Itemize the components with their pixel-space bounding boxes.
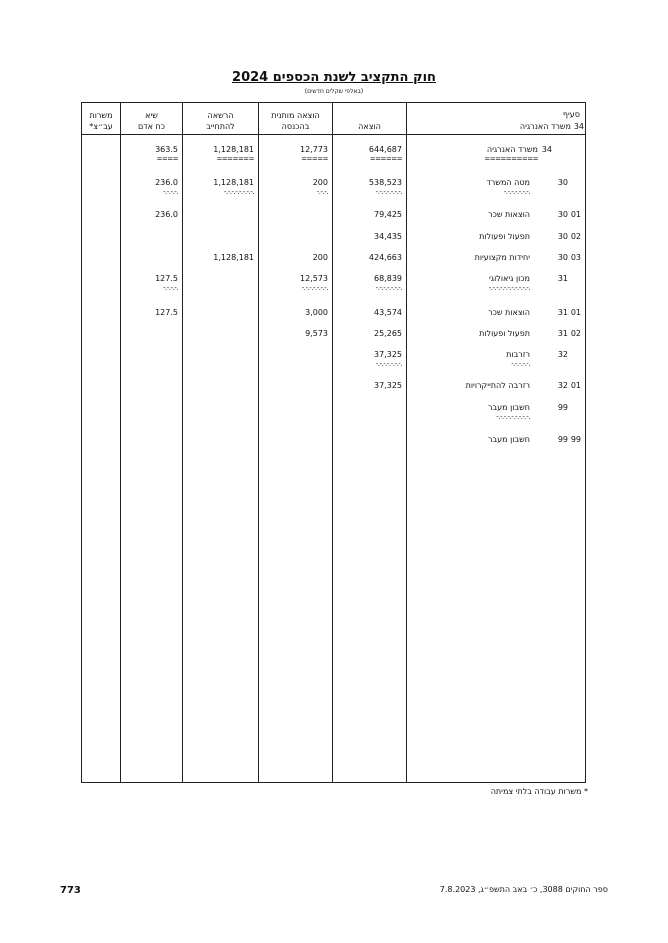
row-name: תפעול ופעולות [479, 232, 530, 241]
row-expense: 68,839 [374, 274, 402, 283]
row-manpower: 127.5 [155, 274, 178, 283]
row-name-underline: ========== [484, 155, 538, 163]
row-name: יחידות מקצועיות [474, 253, 530, 262]
row-expense: 37,325 [374, 381, 402, 390]
row-manpower-underline: -.-.-.-. [162, 284, 178, 292]
column-divider [332, 102, 333, 783]
column-divider [406, 102, 407, 783]
row-expense: 25,265 [374, 329, 402, 338]
row-expense: 37,325 [374, 350, 402, 359]
row-code-3: 99 [570, 435, 581, 444]
header-expense: הוצאה [358, 122, 381, 131]
page-number: 773 [60, 885, 81, 896]
row-code-2: 32 [557, 381, 568, 390]
row-code-2: 99 [557, 403, 568, 412]
column-divider [120, 102, 121, 783]
row-commitment-underline: ======= [216, 155, 254, 163]
row-name: הוצאות שכר [488, 210, 530, 219]
row-code-2: 31 [557, 329, 568, 338]
row-commitment: 1,128,181 [213, 145, 254, 154]
row-name: משרד האנרגיה [486, 145, 538, 154]
header-commitment: הרשאה להתחייב [206, 111, 235, 131]
row-conditional-expense: 9,573 [305, 329, 328, 338]
page-title: חוק התקציב לשנת הכספים 2024 [232, 70, 436, 85]
row-conditional-expense: 3,000 [305, 308, 328, 317]
row-code-2: 30 [557, 178, 568, 187]
row-code-2: 30 [557, 210, 568, 219]
row-code-2: 31 [557, 274, 568, 283]
row-conditional-expense: 200 [312, 253, 328, 262]
header-section: סעיף [562, 110, 580, 119]
row-commitment: 1,128,181 [213, 178, 254, 187]
page-subtitle: (באלפי שקלים חדשים) [304, 88, 364, 95]
row-code-3: 02 [570, 232, 581, 241]
row-name-underline: -.-.-.-.-. [511, 360, 530, 368]
row-conditional-expense: 12,573 [300, 274, 328, 283]
row-name-underline: -.-.-.-.-.-.-. [503, 188, 530, 196]
row-name: תפעול ופעולות [479, 329, 530, 338]
row-manpower: 236.0 [155, 210, 178, 219]
row-manpower: 127.5 [155, 308, 178, 317]
row-commitment-underline: -.-.-.-.-.-.-.-. [223, 188, 254, 196]
row-expense: 43,574 [374, 308, 402, 317]
row-manpower-underline: -.-.-.-. [162, 188, 178, 196]
row-conditional-underline: -.-.-.-.-.-.-. [301, 284, 328, 292]
header-conditional-expense: הוצאה מותנית בהכנסה [271, 111, 320, 131]
header-divider [81, 134, 586, 135]
row-code-3: 01 [570, 210, 581, 219]
row-manpower-underline: ==== [156, 155, 178, 163]
row-name: מכון גיאולוגי [489, 274, 530, 283]
column-divider [182, 102, 183, 783]
row-conditional-expense: 200 [312, 178, 328, 187]
row-expense: 424,663 [368, 253, 402, 262]
row-name: רזרבות [506, 350, 530, 359]
column-divider [258, 102, 259, 783]
row-conditional-underline: -.-.-. [316, 188, 328, 196]
footer-publication: ספר החוקים 3088, כ׳ באב התשפ״ג, 7.8.2023 [439, 885, 608, 894]
row-code-2: 99 [557, 435, 568, 444]
row-code-2: 30 [557, 253, 568, 262]
row-conditional-underline: ===== [301, 155, 328, 163]
row-code-3: 02 [570, 329, 581, 338]
row-expense-underline: -.-.-.-.-.-.-. [375, 360, 402, 368]
row-name: מטה המשרד [486, 178, 530, 187]
row-expense: 644,687 [368, 145, 402, 154]
row-name: רזרבה להתייקרויות [465, 381, 530, 390]
row-expense-underline: -.-.-.-.-.-.-. [375, 188, 402, 196]
row-code-3: 03 [570, 253, 581, 262]
row-name-underline: -.-.-.-.-.-.-.-.-. [496, 413, 530, 421]
row-manpower: 363.5 [155, 145, 178, 154]
row-code-1: 34 [541, 145, 552, 154]
row-name: חשבון מעבר [487, 435, 530, 444]
row-name: חשבון מעבר [487, 403, 530, 412]
row-name: הוצאות שכר [488, 308, 530, 317]
row-conditional-expense: 12,773 [300, 145, 328, 154]
header-section-code: 34 [573, 122, 584, 131]
row-expense: 538,523 [368, 178, 402, 187]
row-expense: 79,425 [374, 210, 402, 219]
header-contract: משרות עב״צ* [89, 111, 113, 131]
row-code-2: 31 [557, 308, 568, 317]
row-code-3: 01 [570, 308, 581, 317]
header-manpower: שיא כח אדם [137, 111, 166, 131]
row-code-3: 01 [570, 381, 581, 390]
row-code-2: 30 [557, 232, 568, 241]
row-expense: 34,435 [374, 232, 402, 241]
row-name-underline: -.-.-.-.-.-.-.-.-.-.-. [488, 284, 530, 292]
row-expense-underline: -.-.-.-.-.-.-. [375, 284, 402, 292]
row-expense-underline: ====== [369, 155, 402, 163]
row-manpower: 236.0 [155, 178, 178, 187]
row-commitment: 1,128,181 [213, 253, 254, 262]
row-code-2: 32 [557, 350, 568, 359]
footnote: * משרות עבודה בלתי צמיתה [490, 787, 588, 796]
header-section-name: משרד האנרגיה [519, 122, 571, 131]
